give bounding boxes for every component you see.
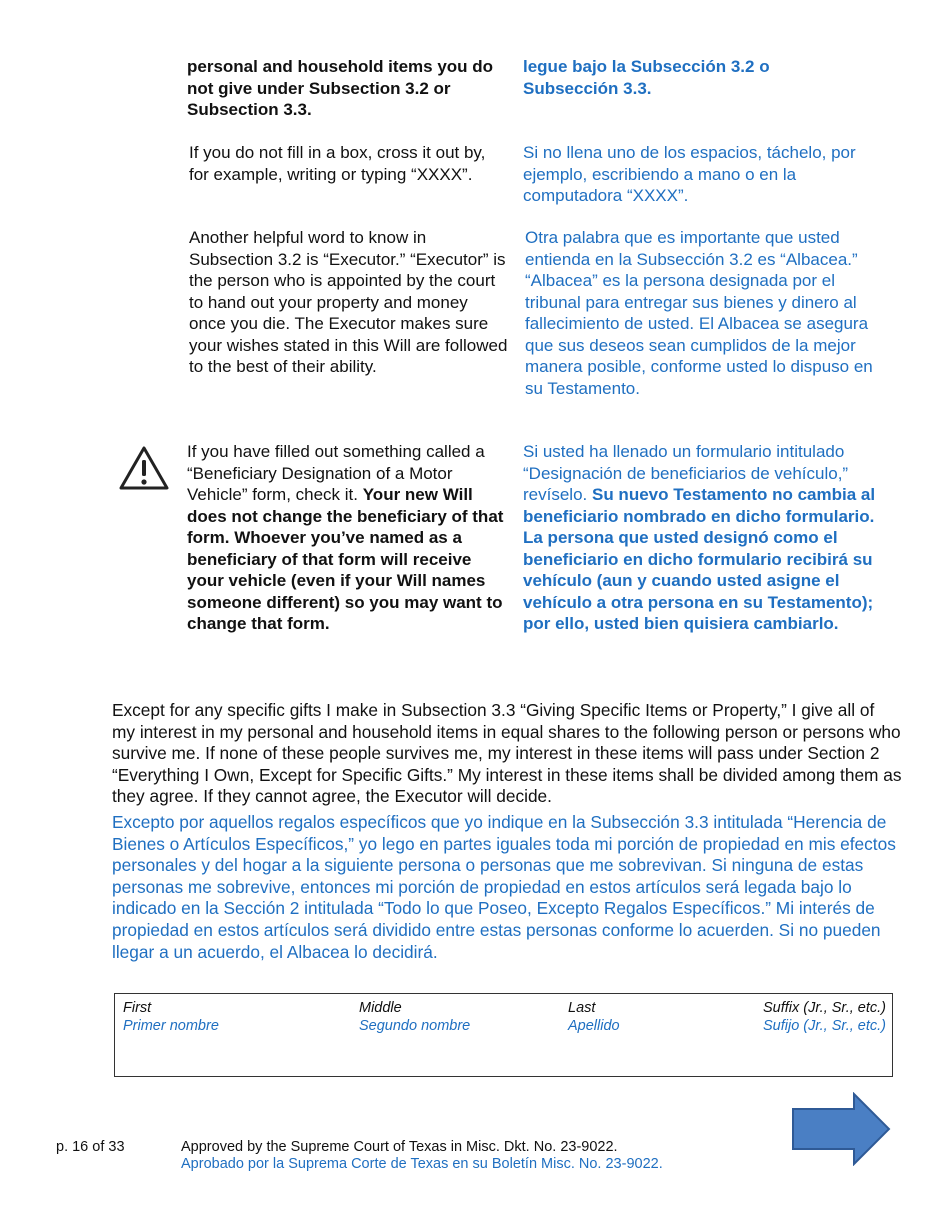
last-name-field[interactable] — [568, 999, 620, 1035]
es-warning-bold: Su nuevo Testamento no cambia al beneficiario nombrado en dicho formulario. La persona que usted designó como el beneficiario en dicho formulario recibirá su vehículo (aun y cuando usted asigne el vehículo a otra persona en su Testamento); por ello, usted bien quisiera cambiarlo. — [523, 485, 876, 633]
en-bold-continuation: personal and household items you do not give under Subsection 3.2 or Subsection 3.3. — [187, 57, 494, 119]
en-executor-definition: Another helpful word to know in Subsection 3.2 is “Executor.” “Executor” is the person who is appointed by the court to hand out your property and money once you die. The Executor makes sure your wishes stated in this Will are followed to the best of their ability. — [189, 228, 508, 376]
es-beneficiary-warning — [523, 441, 893, 635]
next-page-arrow-icon[interactable] — [790, 1092, 892, 1166]
approval-en: Approved by the Supreme Court of Texas in Misc. Dkt. No. 23-9022. — [181, 1139, 618, 1155]
suffix-label: Suffix (Jr., Sr., etc.) — [763, 1000, 886, 1016]
en-warning-plain: If you have filled out something called a “Beneficiary Designation of a Motor Vehicle” form, check it. — [187, 442, 485, 504]
es-gift-clause: Excepto por aquellos regalos específicos que yo indique en la Subsección 3.3 intitulada “Herencia de Bienes o Artículos Específicos,” yo lego en partes iguales toda mi porción de propiedad en mis efectos personales y del hogar a la siguiente persona o personas que me sobrevivan. Si ninguna de estas personas me sobrevive, entonces mi porción de propiedad en estos artículos será legada bajo lo indicado en la Sección 2 intitulada “Todo lo que Poseo, Excepto Regalos Específicos.” Mi interés de propiedad en estos artículos será dividido entre estas personas conforme lo acuerden. Si no pueden llegar a un acuerdo, el Albacea lo decidirá. — [112, 812, 896, 962]
first-name-field[interactable] — [123, 999, 219, 1035]
es-executor-definition: Otra palabra que es importante que usted entienda en la Subsección 3.2 es “Albacea.” “Albacea” es la persona designada por el tribunal para entregar sus bienes y dinero al fallecimiento de usted. El Albacea se asegura que sus deseos sean cumplidos de la mejor manera posible, conforme usted lo dispuso en su Testamento. — [525, 228, 873, 398]
middle-name-label: Middle — [359, 1000, 402, 1016]
first-name-label-es: Primer nombre — [123, 1018, 219, 1034]
middle-name-field[interactable] — [359, 999, 470, 1035]
en-beneficiary-warning — [187, 441, 509, 635]
es-bold-continuation: legue bajo la Subsección 3.2 o Subsección 3.3. — [523, 57, 770, 98]
es-warning-plain: Si usted ha llenado un formulario intitulado “Designación de beneficiarios de vehículo,” revíselo. — [523, 442, 849, 504]
approval-note — [181, 1139, 663, 1173]
es-cross-out-instruction: Si no llena uno de los espacios, táchelo, por ejemplo, escribiendo a mano o en la computadora “XXXX”. — [523, 143, 856, 205]
warning-triangle-icon — [118, 444, 170, 492]
last-name-label: Last — [568, 1000, 596, 1016]
suffix-label-es: Sufijo (Jr., Sr., etc.) — [762, 1018, 886, 1034]
en-warning-bold: Your new Will does not change the beneficiary of that form. Whoever you’ve named as a beneficiary of that form will receive your vehicle (even if your Will names someone different) so you may want to change that form. — [187, 485, 504, 633]
beneficiary-name-box[interactable] — [114, 993, 893, 1077]
suffix-field[interactable] — [763, 999, 886, 1035]
name-value-entry[interactable] — [123, 1042, 884, 1070]
middle-name-label-es: Segundo nombre — [359, 1018, 471, 1034]
approval-es: Aprobado por la Suprema Corte de Texas en su Boletín Misc. No. 23-9022. — [181, 1156, 663, 1172]
last-name-label-es: Apellido — [568, 1018, 620, 1034]
en-cross-out-instruction: If you do not fill in a box, cross it out by, for example, writing or typing “XXXX”. — [189, 143, 486, 184]
page-number: p. 16 of 33 — [56, 1139, 125, 1155]
en-gift-clause: Except for any specific gifts I make in Subsection 3.3 “Giving Specific Items or Property,” I give all of my interest in my personal and household items in equal shares to the following person or persons who survive me. If none of these people survives me, my interest in these items will pass under Section 2 “Everything I Own, Except for Specific Gifts.” My interest in these items shall be divided among them as they agree. If they cannot agree, the Executor will decide. — [112, 700, 902, 807]
first-name-label: First — [123, 1000, 152, 1016]
